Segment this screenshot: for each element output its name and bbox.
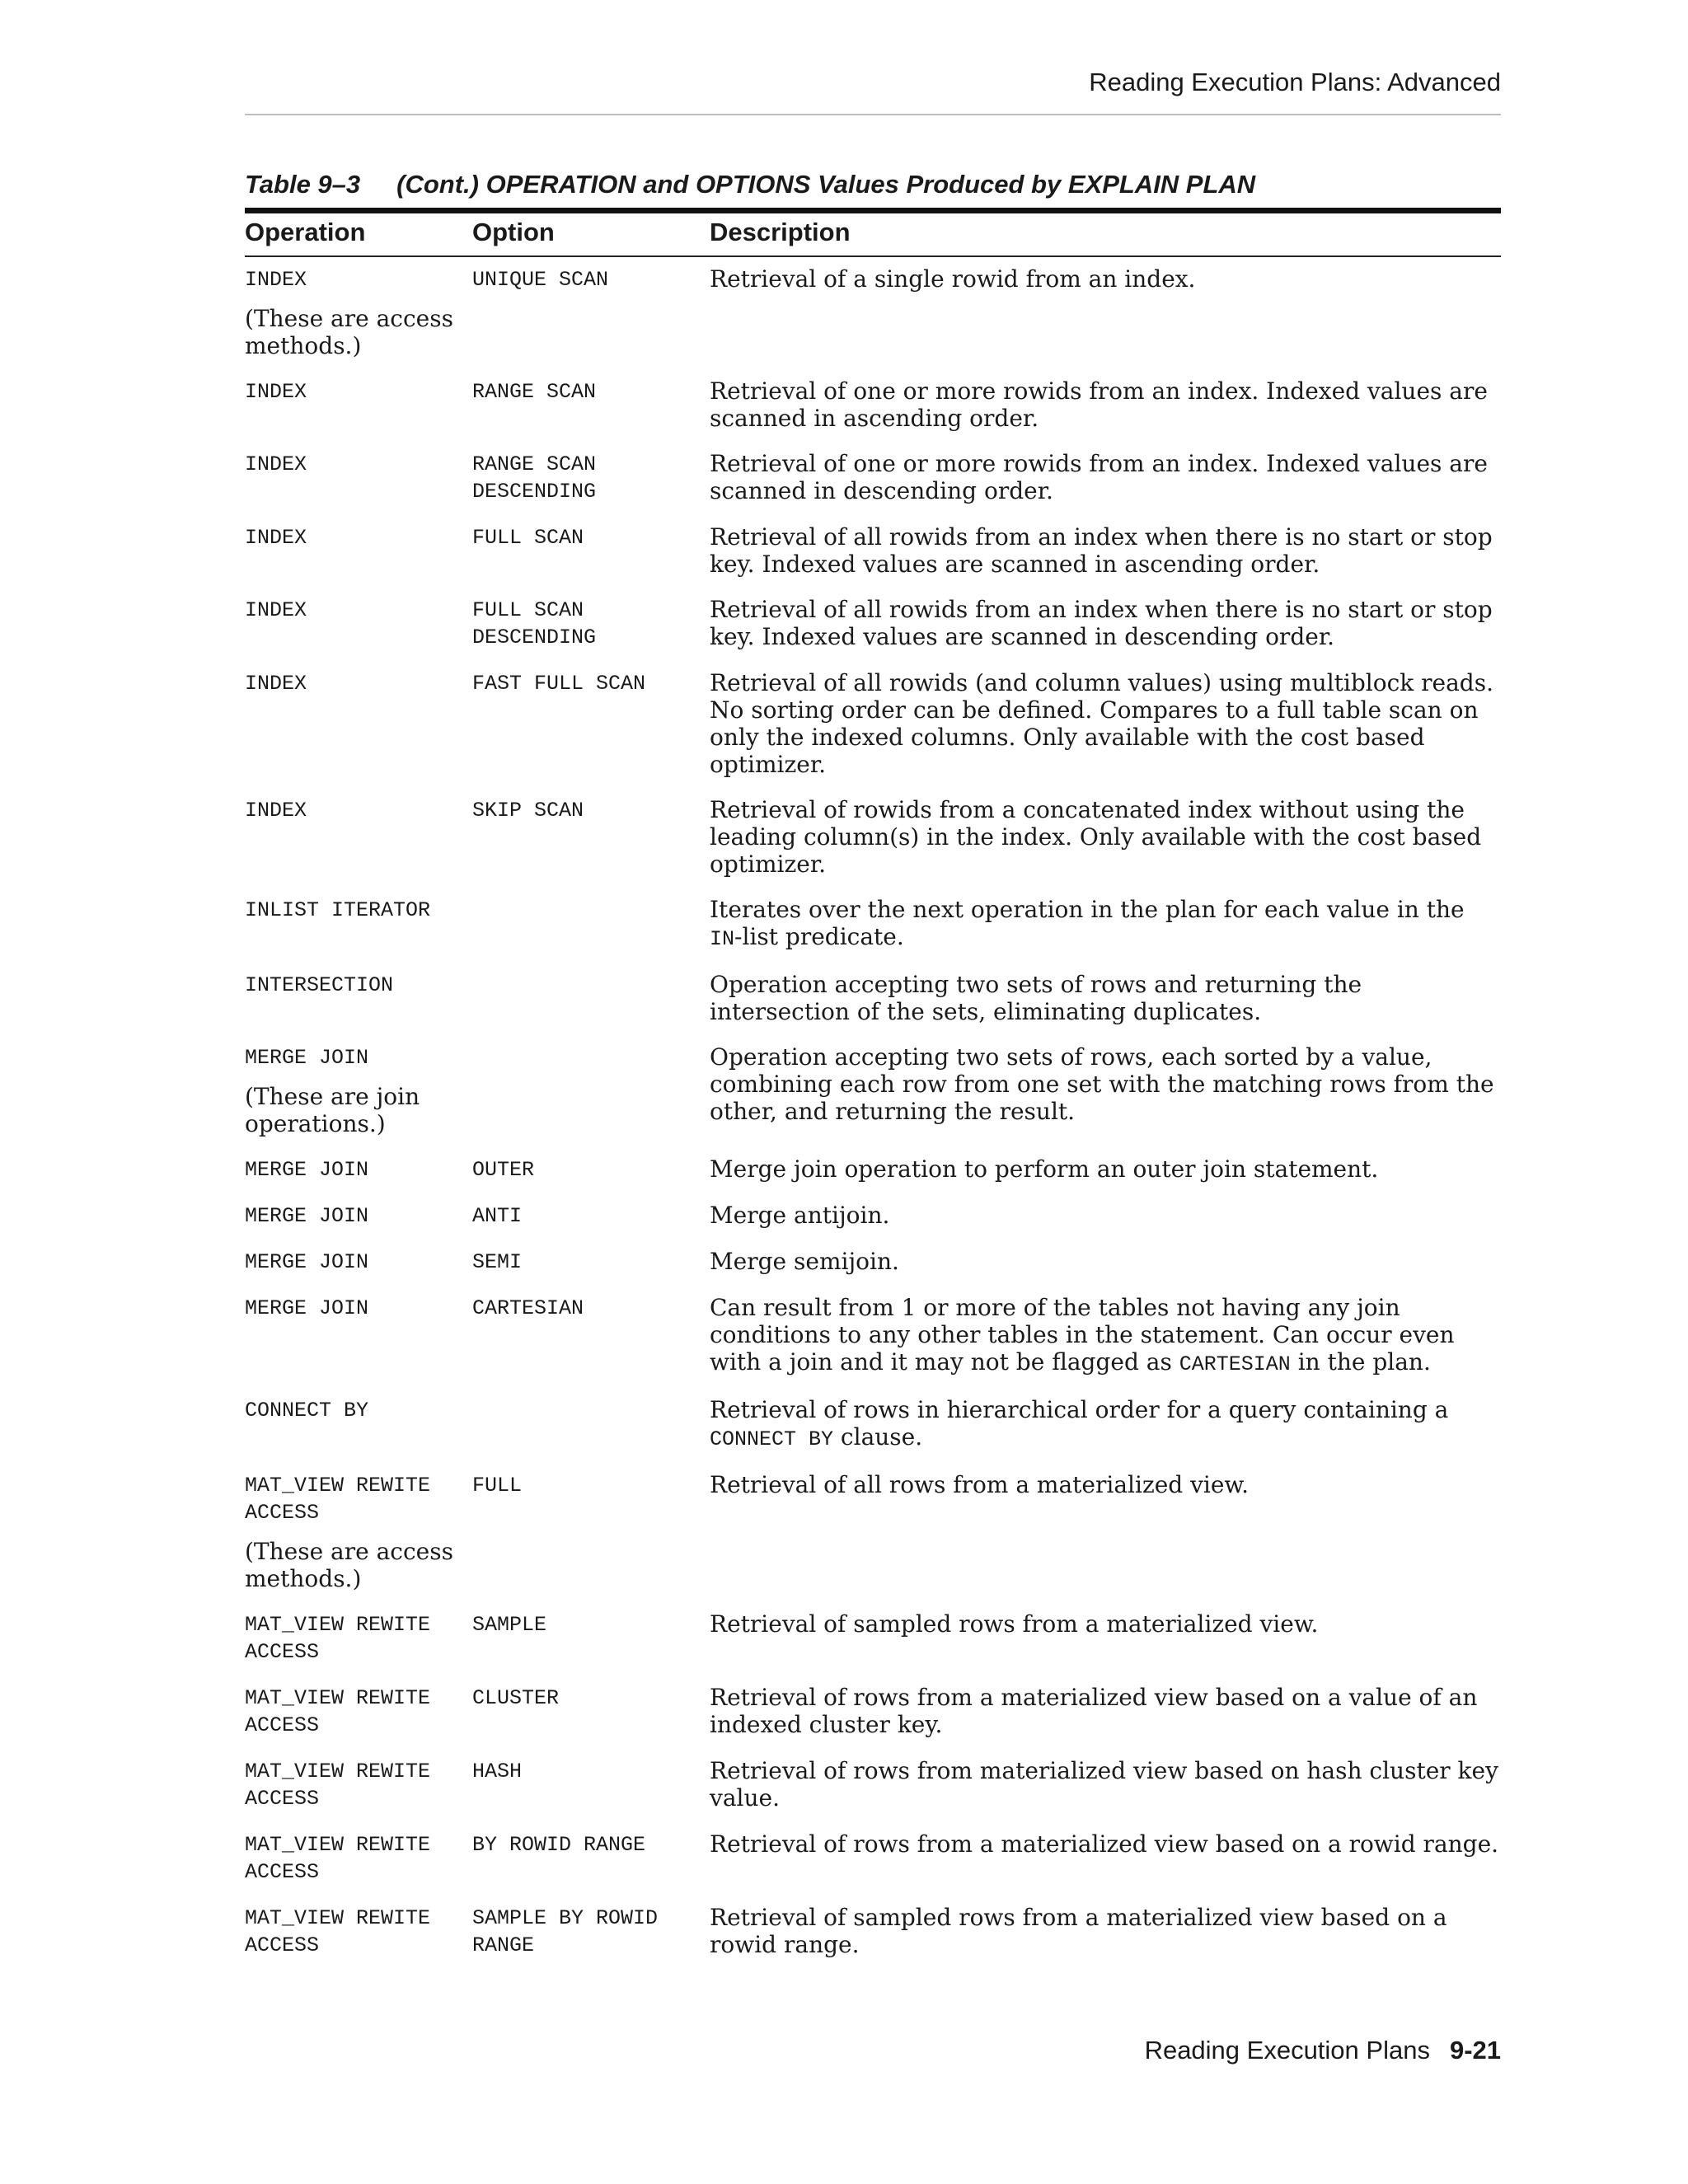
description-cell	[710, 1294, 1501, 1378]
option-cell: SAMPLE	[472, 1613, 547, 1637]
option-cell: UNIQUE SCAN	[472, 268, 609, 292]
operation-value: MAT_VIEW REWITE ACCESS	[245, 1833, 431, 1884]
table-row	[245, 1043, 1501, 1137]
operation-cell	[245, 1757, 472, 1812]
operation-cell	[245, 971, 472, 999]
description-cell	[710, 1155, 1501, 1183]
table-row	[245, 1202, 1501, 1230]
description-text: Retrieval of all rows from a materialized view.	[710, 1471, 1249, 1498]
table-row	[245, 523, 1501, 578]
running-header: Reading Execution Plans: Advanced	[1089, 68, 1501, 96]
operation-value: INDEX	[245, 598, 307, 622]
footer-section-title: Reading Execution Plans	[1144, 2036, 1430, 2064]
table-row	[245, 1904, 1501, 1959]
description-cell	[710, 265, 1501, 293]
operation-value: MAT_VIEW REWITE ACCESS	[245, 1760, 431, 1811]
description-text: Merge semijoin.	[710, 1248, 899, 1275]
description-cell	[710, 1757, 1501, 1811]
operation-cell	[245, 669, 472, 697]
option-cell	[472, 896, 710, 897]
table-row	[245, 1757, 1501, 1812]
table-row	[245, 1471, 1501, 1592]
operation-cell	[245, 1043, 472, 1137]
option-cell: CARTESIAN	[472, 1296, 584, 1320]
description-text: Retrieval of rows from a materialized view based on a rowid range.	[710, 1830, 1499, 1858]
option-cell: FULL	[472, 1474, 523, 1497]
table-row	[245, 1684, 1501, 1739]
description-cell	[710, 1248, 1501, 1275]
operation-value: MERGE JOIN	[245, 1250, 369, 1274]
description-text: Retrieval of one or more rowids from an index. Indexed values are scanned in ascending order.	[710, 377, 1488, 432]
table-row	[245, 971, 1501, 1025]
description-text: Merge antijoin.	[710, 1202, 890, 1229]
description-text: Operation accepting two sets of rows, each sorted by a value, combining each row from one set with the matching rows from the other, and returning the result.	[710, 1043, 1494, 1125]
table-row	[245, 1248, 1501, 1276]
operation-cell	[245, 265, 472, 359]
description-cell	[710, 450, 1501, 504]
description-text: in the plan.	[1290, 1348, 1431, 1376]
operation-cell	[245, 1155, 472, 1183]
description-cell	[710, 1610, 1501, 1638]
description-cell	[710, 1830, 1501, 1858]
operation-value: MERGE JOIN	[245, 1296, 369, 1320]
description-text: Retrieval of all rowids from an index when there is no start or stop key. Indexed values are scanned in ascending order.	[710, 523, 1493, 578]
option-cell: SKIP SCAN	[472, 799, 584, 823]
table-row	[245, 1155, 1501, 1183]
column-header-rule	[245, 255, 1501, 257]
description-text: Retrieval of a single rowid from an index.	[710, 265, 1196, 293]
column-header-description: Description	[710, 218, 851, 246]
description-text: Retrieval of rowids from a concatenated index without using the leading column(s) in the index. Only available with the cost based optimizer.	[710, 796, 1482, 878]
operation-value: INDEX	[245, 672, 307, 696]
option-cell: RANGE SCAN	[472, 380, 597, 404]
description-text: Retrieval of sampled rows from a materialized view based on a rowid range.	[710, 1904, 1447, 1958]
operation-cell	[245, 1904, 472, 1959]
operation-value: INDEX	[245, 452, 307, 476]
table-row	[245, 669, 1501, 778]
description-text: Retrieval of rows from a materialized view based on a value of an indexed cluster key.	[710, 1684, 1478, 1738]
operation-value: CONNECT BY	[245, 1399, 369, 1422]
table-row	[245, 796, 1501, 878]
option-cell: FAST FULL SCAN	[472, 672, 646, 696]
option-cell: FULL SCAN	[472, 526, 584, 550]
option-cell: SEMI	[472, 1250, 523, 1274]
table-caption	[245, 170, 1501, 199]
description-text: -list predicate.	[734, 923, 904, 950]
operation-cell	[245, 1830, 472, 1886]
operation-value: MAT_VIEW REWITE ACCESS	[245, 1613, 431, 1664]
option-cell: SAMPLE BY ROWID RANGE	[472, 1906, 659, 1957]
operation-cell	[245, 1202, 472, 1230]
option-cell: RANGE SCAN DESCENDING	[472, 452, 597, 504]
table-body	[245, 265, 1501, 1977]
description-cell	[710, 377, 1501, 432]
description-cell	[710, 1202, 1501, 1229]
operation-cell	[245, 377, 472, 405]
header-rule	[245, 114, 1501, 115]
description-text: Iterates over the next operation in the plan for each value in the	[710, 896, 1465, 923]
operation-cell	[245, 450, 472, 478]
operation-value: INDEX	[245, 799, 307, 823]
option-cell: HASH	[472, 1760, 523, 1783]
table-row	[245, 896, 1501, 953]
table-title: (Cont.) OPERATION and OPTIONS Values Produced by EXPLAIN PLAN	[396, 170, 1256, 199]
table-row	[245, 377, 1501, 432]
page-number: 9-21	[1449, 2036, 1501, 2064]
operation-cell	[245, 1248, 472, 1276]
description-cell	[710, 1684, 1501, 1738]
description-text: Retrieval of rows in hierarchical order for a query containing a	[710, 1396, 1449, 1423]
option-cell: ANTI	[472, 1204, 523, 1228]
description-text: Retrieval of sampled rows from a materialized view.	[710, 1610, 1319, 1638]
table-row	[245, 1610, 1501, 1666]
description-text: Merge join operation to perform an outer join statement.	[710, 1155, 1379, 1183]
operation-cell	[245, 1471, 472, 1592]
operation-cell	[245, 1294, 472, 1322]
table-row	[245, 1830, 1501, 1886]
table-row	[245, 1396, 1501, 1453]
description-cell	[710, 796, 1501, 878]
description-cell	[710, 971, 1501, 1025]
option-cell	[472, 971, 710, 972]
description-cell	[710, 896, 1501, 953]
description-cell	[710, 1043, 1501, 1125]
inline-code: IN	[710, 927, 735, 951]
page-footer	[1145, 2036, 1501, 2065]
table-row	[245, 265, 1501, 359]
operation-cell	[245, 596, 472, 624]
description-text: clause.	[833, 1423, 923, 1451]
operation-value: MERGE JOIN	[245, 1158, 369, 1182]
operation-note: (These are access methods.)	[245, 305, 453, 359]
description-text: Retrieval of all rowids (and column values) using multiblock reads. No sorting order can be defined. Compares to a full table scan on only the indexed columns. Only available with the cost based optimizer.	[710, 669, 1494, 778]
operation-cell	[245, 1610, 472, 1666]
operation-value: INDEX	[245, 268, 307, 292]
description-cell	[710, 1396, 1501, 1453]
operation-cell	[245, 1396, 472, 1424]
operation-value: INDEX	[245, 380, 307, 404]
description-text: Retrieval of all rowids from an index when there is no start or stop key. Indexed values are scanned in descending order.	[710, 596, 1493, 650]
table-number: Table 9–3	[245, 170, 361, 199]
description-cell	[710, 523, 1501, 578]
inline-code: CARTESIAN	[1179, 1352, 1291, 1376]
operation-value: MAT_VIEW REWITE ACCESS	[245, 1906, 431, 1957]
operation-value: MERGE JOIN	[245, 1046, 369, 1070]
description-text: Can result from 1 or more of the tables not having any join conditions to any other tables in the statement. Can occur even with a join and it may not be flagged as	[710, 1294, 1455, 1376]
description-cell	[710, 669, 1501, 778]
operation-cell	[245, 896, 472, 924]
operation-value: MERGE JOIN	[245, 1204, 369, 1228]
operation-value: MAT_VIEW REWITE ACCESS	[245, 1474, 431, 1525]
option-cell: OUTER	[472, 1158, 535, 1182]
inline-code: CONNECT BY	[710, 1427, 834, 1451]
operation-value: INTERSECTION	[245, 973, 394, 997]
option-cell: BY ROWID RANGE	[472, 1833, 646, 1857]
option-cell: FULL SCAN DESCENDING	[472, 598, 597, 649]
description-cell	[710, 596, 1501, 650]
option-cell: CLUSTER	[472, 1686, 560, 1710]
column-header-option: Option	[472, 218, 555, 246]
table-row	[245, 596, 1501, 651]
operation-cell	[245, 796, 472, 824]
description-cell	[710, 1471, 1501, 1498]
operation-value: INDEX	[245, 526, 307, 550]
table-row	[245, 1294, 1501, 1378]
table-top-rule	[245, 208, 1501, 213]
operation-value: MAT_VIEW REWITE ACCESS	[245, 1686, 431, 1737]
option-cell	[472, 1396, 710, 1397]
option-cell	[472, 1043, 710, 1044]
table-row	[245, 450, 1501, 505]
description-text: Operation accepting two sets of rows and returning the intersection of the sets, eliminating duplicates.	[710, 971, 1362, 1025]
description-cell	[710, 1904, 1501, 1958]
column-header-operation: Operation	[245, 218, 366, 246]
description-text: Retrieval of one or more rowids from an index. Indexed values are scanned in descending order.	[710, 450, 1488, 504]
description-text: Retrieval of rows from materialized view based on hash cluster key value.	[710, 1757, 1498, 1811]
operation-cell	[245, 1684, 472, 1739]
operation-value: INLIST ITERATOR	[245, 898, 431, 922]
operation-note: (These are access methods.)	[245, 1538, 453, 1592]
operation-cell	[245, 523, 472, 551]
operation-note: (These are join operations.)	[245, 1083, 420, 1137]
